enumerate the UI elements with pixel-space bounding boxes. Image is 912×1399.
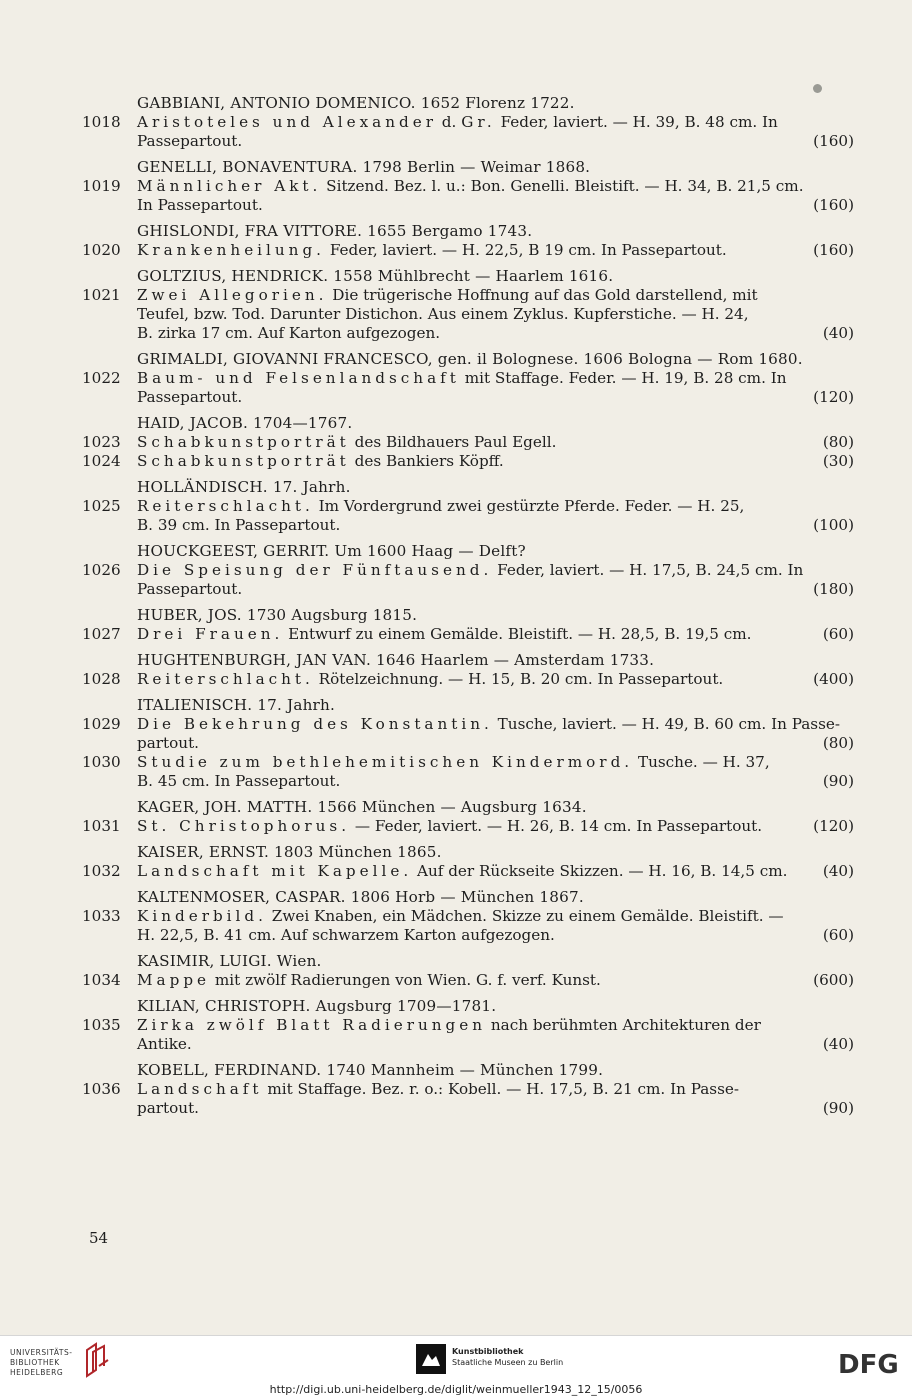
- line-text: [137, 1035, 192, 1054]
- lot-text: Teufel, bzw. Tod. Darunter Distichon. Aus einem Zyklus. Kupferstiche. — H. 24,: [137, 305, 749, 323]
- artist-entry: [82, 478, 854, 535]
- description-line: [137, 907, 854, 926]
- line-text: [137, 433, 556, 452]
- dfg-logo: [838, 1350, 900, 1376]
- lot-text: Rötelzeichnung. — H. 15, B. 20 cm. In Passepartout.: [313, 670, 724, 688]
- lot-number: 1025: [82, 497, 121, 515]
- lot-item: [82, 670, 854, 689]
- line-text: [137, 926, 555, 945]
- lot-text: nach berühmten Architekturen der: [486, 1016, 761, 1034]
- lot-text: Die trügerische Hoffnung auf das Gold darstellend, mit: [327, 286, 758, 304]
- catalog-entries: [82, 94, 854, 1125]
- lot-description: [137, 286, 854, 343]
- artist-heading: KALTENMOSER, CASPAR. 1806 Horb — München 1867.: [137, 888, 584, 906]
- lot-description: [137, 452, 854, 471]
- lot-number: 1021: [82, 286, 121, 304]
- line-text: [137, 241, 727, 260]
- lot-text: B. zirka 17 cm. Auf Karton aufgezogen.: [137, 324, 441, 342]
- artist-entry: [82, 606, 854, 644]
- artist-entry: [82, 414, 854, 471]
- lot-text: mit Staffage. Bez. r. o.: Kobell. — H. 17,5, B. 21 cm. In Passe-: [262, 1080, 739, 1098]
- line-text: [137, 1080, 739, 1099]
- artist-heading: HUBER, JOS. 1730 Augsburg 1815.: [137, 606, 418, 624]
- lot-number: 1030: [82, 753, 121, 771]
- kunstbibliothek-logo-icon: [416, 1344, 446, 1374]
- lot-title: Zirka zwölf Blatt Radierungen: [137, 1016, 487, 1034]
- lot-number: 1033: [82, 907, 121, 925]
- line-text: [137, 1099, 199, 1118]
- estimate-price: (40): [822, 324, 854, 342]
- lot-text: Tusche. — H. 37,: [633, 753, 770, 771]
- lot-item: [82, 497, 854, 535]
- lot-title: Landschaft: [137, 1080, 263, 1098]
- lot-text: Entwurf zu einem Gemälde. Bleistift. — H. 28,5, B. 19,5 cm.: [283, 625, 752, 643]
- lot-text: B. 45 cm. In Passepartout.: [137, 772, 341, 790]
- lot-description: [137, 715, 854, 753]
- artist-entry: [82, 350, 854, 407]
- university-line: HEIDELBERG: [10, 1368, 64, 1377]
- artist-entry: [82, 1061, 854, 1118]
- lot-title: Zwei Allegorien.: [137, 286, 328, 304]
- lot-text: des Bildhauers Paul Egell.: [349, 433, 557, 451]
- line-text: [137, 862, 787, 881]
- estimate-price: (160): [813, 241, 854, 259]
- lot-description: [137, 433, 854, 452]
- description-line: [137, 772, 854, 791]
- lot-number: 1035: [82, 1016, 121, 1034]
- lot-number: 1023: [82, 433, 121, 451]
- description-line: [137, 388, 854, 407]
- lot-text: des Bankiers Köpff.: [349, 452, 504, 470]
- lot-text: mit zwölf Radierungen von Wien. G. f. verf. Kunst.: [210, 971, 601, 989]
- line-text: [137, 177, 804, 196]
- estimate-price: (120): [813, 388, 854, 406]
- lot-title: Die Speisung der Fünftausend.: [137, 561, 493, 579]
- source-url-link[interactable]: http://digi.ub.uni-heidelberg.de/diglit/weinmueller1943_12_15/0056: [269, 1383, 643, 1396]
- description-line: [137, 670, 854, 689]
- lot-text: d.: [436, 113, 462, 131]
- description-line: [137, 1080, 854, 1099]
- lot-number: 1029: [82, 715, 121, 733]
- lot-item: [82, 1016, 854, 1054]
- line-text: [137, 113, 778, 132]
- estimate-price: (600): [813, 971, 854, 989]
- lot-description: [137, 1016, 854, 1054]
- lot-text: Im Vordergrund zwei gestürzte Pferde. Feder. — H. 25,: [313, 497, 745, 515]
- lot-description: [137, 113, 854, 151]
- lot-title: Baum- und Felsenlandschaft: [137, 369, 460, 387]
- lot-text: partout.: [137, 734, 199, 752]
- artist-entry: [82, 222, 854, 260]
- lot-description: [137, 497, 854, 535]
- line-text: [137, 561, 803, 580]
- lot-title: Krankenheilung.: [137, 241, 326, 259]
- lot-item: [82, 452, 854, 471]
- lot-text: partout.: [137, 1099, 199, 1117]
- description-line: [137, 734, 854, 753]
- lot-description: [137, 625, 854, 644]
- lot-title: Mappe: [137, 971, 211, 989]
- lot-description: [137, 971, 854, 990]
- line-text: [137, 907, 784, 926]
- estimate-price: (180): [813, 580, 854, 598]
- description-line: [137, 971, 854, 990]
- artist-heading: ITALIENISCH. 17. Jahrh.: [137, 696, 336, 714]
- artist-entry: [82, 651, 854, 689]
- artist-heading: KAISER, ERNST. 1803 München 1865.: [137, 843, 442, 861]
- line-text: [137, 388, 242, 407]
- dfg-text: DFG: [838, 1350, 899, 1376]
- description-line: [137, 433, 854, 452]
- description-line: [137, 1016, 854, 1035]
- artist-heading: HAID, JACOB. 1704—1767.: [137, 414, 353, 432]
- artist-heading: HUGHTENBURGH, JAN VAN. 1646 Haarlem — Amsterdam 1733.: [137, 651, 655, 669]
- lot-text: Feder, laviert. — H. 22,5, B 19 cm. In Passepartout.: [325, 241, 727, 259]
- description-line: [137, 625, 854, 644]
- estimate-price: (60): [822, 625, 854, 643]
- artist-heading: GABBIANI, ANTONIO DOMENICO. 1652 Florenz 1722.: [137, 94, 575, 112]
- lot-number: 1020: [82, 241, 121, 259]
- description-line: [137, 715, 854, 734]
- lot-text: Feder, laviert. — H. 39, B. 48 cm. In: [495, 113, 778, 131]
- estimate-price: (160): [813, 196, 854, 214]
- lot-title: Die Bekehrung des Konstantin.: [137, 715, 493, 733]
- estimate-price: (40): [822, 1035, 854, 1053]
- artist-heading: KILIAN, CHRISTOPH. Augsburg 1709—1781.: [137, 997, 497, 1015]
- description-line: [137, 286, 854, 305]
- page-number: 54: [89, 1229, 109, 1247]
- estimate-price: (60): [822, 926, 854, 944]
- line-text: [137, 196, 263, 215]
- lot-item: [82, 369, 854, 407]
- lot-description: [137, 817, 854, 836]
- lot-text: Auf der Rückseite Skizzen. — H. 16, B. 14,5 cm.: [412, 862, 788, 880]
- description-line: [137, 561, 854, 580]
- line-text: [137, 580, 242, 599]
- description-line: [137, 132, 854, 151]
- lot-item: [82, 817, 854, 836]
- lot-text: mit Staffage. Feder. — H. 19, B. 28 cm. In: [459, 369, 787, 387]
- lot-title: St. Christophorus.: [137, 817, 351, 835]
- lot-item: [82, 561, 854, 599]
- lot-number: 1026: [82, 561, 121, 579]
- lot-item: [82, 177, 854, 215]
- artist-entry: [82, 158, 854, 215]
- lot-text: Feder, laviert. — H. 17,5, B. 24,5 cm. In: [492, 561, 804, 579]
- lot-text: Sitzend. Bez. l. u.: Bon. Genelli. Bleistift. — H. 34, B. 21,5 cm.: [321, 177, 804, 195]
- lot-item: [82, 241, 854, 260]
- lot-title: Schabkunstporträt: [137, 433, 350, 451]
- lot-number: 1031: [82, 817, 121, 835]
- artist-entry: [82, 798, 854, 836]
- lot-description: [137, 907, 854, 945]
- lot-description: [137, 1080, 854, 1118]
- line-text: [137, 369, 787, 388]
- lot-item: [82, 1080, 854, 1118]
- lot-text: Antike.: [137, 1035, 192, 1053]
- kb-subtitle: Staatliche Museen zu Berlin: [452, 1358, 564, 1367]
- artist-entry: [82, 843, 854, 881]
- artist-heading: GRIMALDI, GIOVANNI FRANCESCO, gen. il Bolognese. 1606 Bologna — Rom 1680.: [137, 350, 803, 368]
- lot-title: Landschaft mit Kapelle.: [137, 862, 413, 880]
- line-text: [137, 670, 723, 689]
- artist-entry: [82, 267, 854, 343]
- description-line: [137, 305, 854, 324]
- lot-text: — Feder, laviert. — H. 26, B. 14 cm. In Passepartout.: [350, 817, 763, 835]
- estimate-price: (80): [822, 433, 854, 451]
- description-line: [137, 196, 854, 215]
- line-text: [137, 1016, 761, 1035]
- description-line: [137, 1035, 854, 1054]
- estimate-price: (100): [813, 516, 854, 534]
- lot-description: [137, 241, 854, 260]
- artist-heading: HOUCKGEEST, GERRIT. Um 1600 Haag — Delft?: [137, 542, 526, 560]
- lot-title: Schabkunstporträt: [137, 452, 350, 470]
- lot-title: Reiterschlacht.: [137, 670, 314, 688]
- artist-heading: KOBELL, FERDINAND. 1740 Mannheim — München 1799.: [137, 1061, 604, 1079]
- artist-heading: GHISLONDI, FRA VITTORE. 1655 Bergamo 1743.: [137, 222, 533, 240]
- description-line: [137, 369, 854, 388]
- estimate-price: (30): [822, 452, 854, 470]
- footer-bar: [0, 1335, 912, 1399]
- artist-heading: GOLTZIUS, HENDRICK. 1558 Mühlbrecht — Haarlem 1616.: [137, 267, 614, 285]
- lot-item: [82, 113, 854, 151]
- lot-number: 1018: [82, 113, 121, 131]
- line-text: [137, 772, 340, 791]
- line-text: [137, 452, 504, 471]
- kb-title: Kunstbibliothek: [452, 1347, 524, 1356]
- lot-item: [82, 433, 854, 452]
- line-text: [137, 324, 440, 343]
- artist-entry: [82, 94, 854, 151]
- lot-item: [82, 971, 854, 990]
- lot-number: 1028: [82, 670, 121, 688]
- lot-text: H. 22,5, B. 41 cm. Auf schwarzem Karton aufgezogen.: [137, 926, 555, 944]
- line-text: [137, 132, 242, 151]
- description-line: [137, 177, 854, 196]
- lot-number: 1022: [82, 369, 121, 387]
- lot-number: 1032: [82, 862, 121, 880]
- lot-item: [82, 907, 854, 945]
- line-text: [137, 516, 340, 535]
- description-line: [137, 926, 854, 945]
- lot-text: Zwei Knaben, ein Mädchen. Skizze zu einem Gemälde. Bleistift. —: [266, 907, 784, 925]
- artist-entry: [82, 542, 854, 599]
- description-line: [137, 753, 854, 772]
- estimate-price: (160): [813, 132, 854, 150]
- lot-title: Kinderbild.: [137, 907, 267, 925]
- description-line: [137, 580, 854, 599]
- lot-item: [82, 715, 854, 753]
- lot-description: [137, 561, 854, 599]
- estimate-price: (400): [813, 670, 854, 688]
- lot-text: B. 39 cm. In Passepartout.: [137, 516, 341, 534]
- estimate-price: (40): [822, 862, 854, 880]
- lot-text: Passepartout.: [137, 132, 243, 150]
- line-text: [137, 971, 601, 990]
- lot-description: [137, 670, 854, 689]
- lot-item: [82, 625, 854, 644]
- lot-number: 1024: [82, 452, 121, 470]
- lot-number: 1019: [82, 177, 121, 195]
- lot-title: Reiterschlacht.: [137, 497, 314, 515]
- line-text: [137, 286, 758, 305]
- description-line: [137, 497, 854, 516]
- line-text: [137, 305, 749, 324]
- line-text: [137, 715, 840, 734]
- lot-description: [137, 369, 854, 407]
- description-line: [137, 324, 854, 343]
- kunstbibliothek-label: [452, 1346, 563, 1368]
- lot-item: [82, 753, 854, 791]
- line-text: [137, 497, 744, 516]
- lot-title: Drei Frauen.: [137, 625, 284, 643]
- lot-number: 1027: [82, 625, 121, 643]
- page-blemish: [813, 84, 822, 93]
- line-text: [137, 817, 762, 836]
- lot-title: Männlicher Akt.: [137, 177, 322, 195]
- lot-description: [137, 753, 854, 791]
- description-line: [137, 1099, 854, 1118]
- lot-description: [137, 862, 854, 881]
- artist-heading: HOLLÄNDISCH. 17. Jahrh.: [137, 478, 351, 496]
- university-logo-icon: [84, 1342, 110, 1378]
- line-text: [137, 753, 770, 772]
- lot-text: Tusche, laviert. — H. 49, B. 60 cm. In Passe-: [492, 715, 840, 733]
- artist-heading: KASIMIR, LUIGI. Wien.: [137, 952, 322, 970]
- lot-number: 1036: [82, 1080, 121, 1098]
- university-line: UNIVERSITÄTS-: [10, 1348, 73, 1357]
- description-line: [137, 241, 854, 260]
- line-text: [137, 734, 199, 753]
- artist-entry: [82, 997, 854, 1054]
- artist-heading: GENELLI, BONAVENTURA. 1798 Berlin — Weimar 1868.: [137, 158, 591, 176]
- artist-heading: KAGER, JOH. MATTH. 1566 München — Augsburg 1634.: [137, 798, 587, 816]
- line-text: [137, 625, 751, 644]
- artist-entry: [82, 696, 854, 791]
- lot-title: Aristoteles und Alexander: [137, 113, 437, 131]
- description-line: [137, 516, 854, 535]
- lot-description: [137, 177, 854, 215]
- estimate-price: (80): [822, 734, 854, 752]
- lot-item: [82, 862, 854, 881]
- description-line: [137, 817, 854, 836]
- estimate-price: (90): [822, 1099, 854, 1117]
- university-library-name: [10, 1348, 72, 1378]
- artist-entry: [82, 952, 854, 990]
- artist-entry: [82, 888, 854, 945]
- lot-title: Gr.: [461, 113, 496, 131]
- lot-item: [82, 286, 854, 343]
- estimate-price: (120): [813, 817, 854, 835]
- lot-text: Passepartout.: [137, 580, 243, 598]
- lot-number: 1034: [82, 971, 121, 989]
- estimate-price: (90): [822, 772, 854, 790]
- lot-text: In Passepartout.: [137, 196, 263, 214]
- lot-title: Studie zum bethlehemitischen Kindermord.: [137, 753, 634, 771]
- description-line: [137, 452, 854, 471]
- lot-text: Passepartout.: [137, 388, 243, 406]
- description-line: [137, 113, 854, 132]
- description-line: [137, 862, 854, 881]
- university-line: BIBLIOTHEK: [10, 1358, 60, 1367]
